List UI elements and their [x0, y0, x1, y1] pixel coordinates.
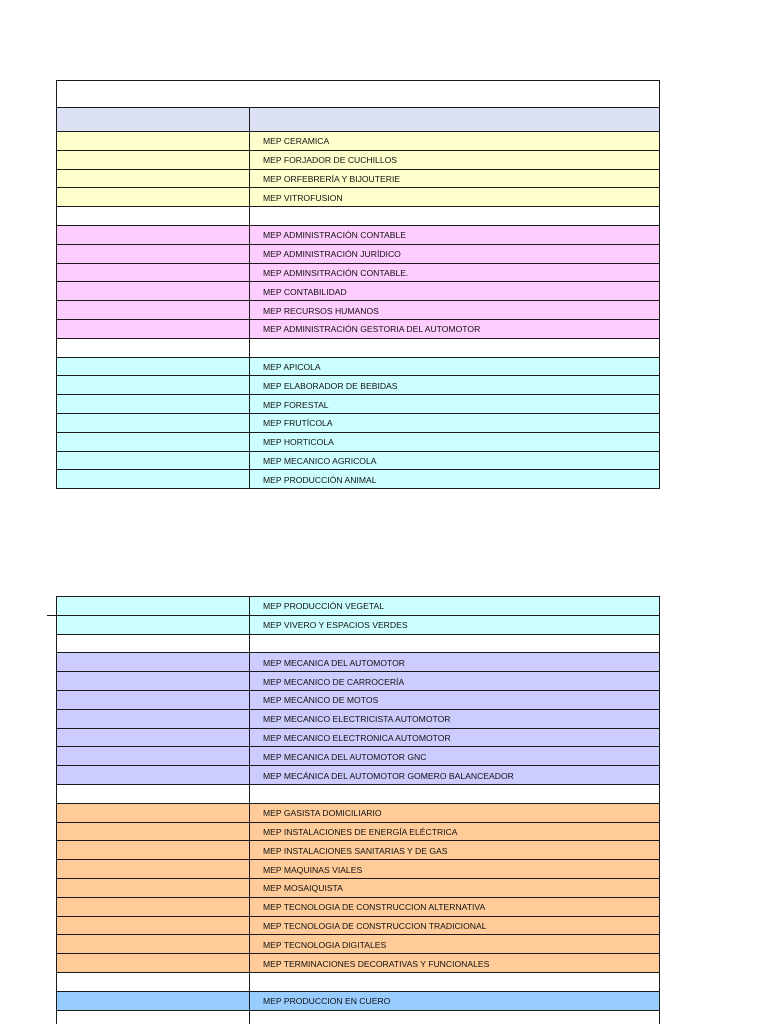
table-row	[57, 954, 659, 973]
table-row	[57, 226, 659, 245]
row-group-cell	[57, 879, 250, 897]
row-label-cell: MEP MECANICO ELECTRONICA AUTOMOTOR	[263, 732, 451, 743]
table-row	[57, 170, 659, 189]
table-row	[57, 452, 659, 471]
table-row	[57, 151, 659, 170]
row-group-cell	[57, 470, 250, 488]
table-row	[57, 653, 659, 672]
table-row	[57, 766, 659, 785]
table-row	[57, 433, 659, 452]
table-row	[57, 710, 659, 729]
table-row	[57, 245, 659, 264]
row-group-cell	[57, 954, 250, 972]
row-label-cell: MEP INSTALACIONES SANITARIAS Y DE GAS	[263, 845, 448, 856]
row-group-cell	[57, 320, 250, 338]
blank-row	[57, 973, 659, 992]
row-group-cell	[57, 282, 250, 300]
row-group-cell	[57, 616, 250, 634]
blank-row	[57, 1011, 659, 1024]
row-label-cell: MEP FRUTÍCOLA	[263, 418, 333, 429]
table-row	[57, 616, 659, 635]
table-row	[57, 898, 659, 917]
row-group-cell	[57, 766, 250, 784]
row-label-cell: MEP FORESTAL	[263, 399, 329, 410]
row-group-cell	[57, 170, 250, 188]
row-label-cell: MEP TECNOLOGIA DE CONSTRUCCION ALTERNATIVA	[263, 902, 486, 913]
row-group-cell	[57, 301, 250, 319]
row-group-cell	[57, 245, 250, 263]
table-row	[57, 992, 659, 1011]
table-row	[57, 672, 659, 691]
table-row	[57, 132, 659, 151]
row-group-cell	[57, 433, 250, 451]
header-group-cell	[57, 108, 250, 131]
row-label-cell	[250, 207, 659, 225]
row-group-cell	[57, 973, 250, 991]
table-1-body	[57, 132, 659, 489]
table-row	[57, 860, 659, 879]
row-group-cell	[57, 785, 250, 803]
table-2-body	[57, 597, 659, 1024]
row-group-cell	[57, 395, 250, 413]
blank-row	[57, 339, 659, 358]
row-label-cell: MEP MECANICO ELECTRICISTA AUTOMOTOR	[263, 714, 451, 725]
row-group-cell	[57, 653, 250, 671]
blank-row	[57, 207, 659, 226]
row-label-cell: MEP TECNOLOGIA DE CONSTRUCCION TRADICIONAL	[263, 920, 487, 931]
row-group-cell	[57, 264, 250, 282]
row-group-cell	[57, 729, 250, 747]
table-row	[57, 376, 659, 395]
row-label-cell: MEP MAQUINAS VIALES	[263, 864, 363, 875]
table-row	[57, 320, 659, 339]
table-row	[57, 823, 659, 842]
row-group-cell	[57, 898, 250, 916]
row-group-cell	[57, 841, 250, 859]
row-label-cell: MEP PRODUCCION EN CUERO	[263, 996, 391, 1007]
table-2	[56, 596, 660, 1024]
table-row	[57, 358, 659, 377]
row-label-cell: MEP VIVERO Y ESPACIOS VERDES	[263, 620, 408, 631]
table-title-row	[57, 81, 659, 108]
row-label-cell: MEP MOSAIQUISTA	[263, 883, 343, 894]
margin-mark	[47, 615, 56, 616]
row-label-cell: MEP MECANICA DEL AUTOMOTOR GNC	[263, 751, 427, 762]
row-group-cell	[57, 226, 250, 244]
table-row	[57, 691, 659, 710]
table-row	[57, 597, 659, 616]
table-row	[57, 729, 659, 748]
table-row	[57, 264, 659, 283]
row-label-cell: MEP INSTALACIONES DE ENERGÍA ELÉCTRICA	[263, 826, 458, 837]
row-group-cell	[57, 823, 250, 841]
row-label-cell: MEP MECÁNICA DEL AUTOMOTOR GOMERO BALANCEADOR	[263, 770, 514, 781]
row-group-cell	[57, 452, 250, 470]
table-row	[57, 301, 659, 320]
row-label-cell	[250, 973, 659, 991]
row-group-cell	[57, 747, 250, 765]
row-group-cell	[57, 339, 250, 357]
row-group-cell	[57, 635, 250, 653]
table-row	[57, 917, 659, 936]
table-1	[56, 80, 660, 489]
blank-row	[57, 785, 659, 804]
row-label-cell: MEP ORFEBRERÍA Y BIJOUTERIE	[263, 173, 401, 184]
table-row	[57, 804, 659, 823]
row-label-cell: MEP APICOLA	[263, 361, 321, 372]
table-row	[57, 841, 659, 860]
table-row	[57, 395, 659, 414]
table-header-row	[57, 108, 659, 132]
row-group-cell	[57, 935, 250, 953]
row-label-cell: MEP TECNOLOGIA DIGITALES	[263, 939, 387, 950]
row-label-cell: MEP ELABORADOR DE BEBIDAS	[263, 380, 398, 391]
row-group-cell	[57, 710, 250, 728]
row-label-cell: MEP MECÁNICO DE MOTOS	[263, 695, 379, 706]
header-label-cell	[250, 108, 659, 131]
table-row	[57, 414, 659, 433]
row-group-cell	[57, 132, 250, 150]
table-row	[57, 935, 659, 954]
row-group-cell	[57, 376, 250, 394]
row-label-cell: MEP RECURSOS HUMANOS	[263, 305, 379, 316]
row-label-cell	[250, 1011, 659, 1024]
row-label-cell: MEP TERMINACIONES DECORATIVAS Y FUNCIONALES	[263, 958, 490, 969]
table-row	[57, 188, 659, 207]
row-group-cell	[57, 151, 250, 169]
row-label-cell: MEP PRODUCCIÓN VEGETAL	[263, 601, 384, 612]
row-label-cell: MEP ADMINISTRACIÓN GESTORIA DEL AUTOMOTOR	[263, 324, 481, 335]
row-label-cell: MEP GASISTA DOMICILIARIO	[263, 808, 382, 819]
row-group-cell	[57, 672, 250, 690]
row-label-cell: MEP ADMINISTRACIÓN CONTABLE	[263, 230, 406, 241]
table-row	[57, 282, 659, 301]
row-group-cell	[57, 207, 250, 225]
row-group-cell	[57, 992, 250, 1010]
blank-row	[57, 635, 659, 654]
table-row	[57, 470, 659, 489]
row-label-cell: MEP CONTABILIDAD	[263, 286, 347, 297]
row-group-cell	[57, 691, 250, 709]
row-label-cell: MEP CERAMICA	[263, 136, 330, 147]
row-label-cell: MEP MECANICA DEL AUTOMOTOR	[263, 657, 405, 668]
row-group-cell	[57, 188, 250, 206]
table-row	[57, 879, 659, 898]
row-label-cell: MEP FORJADOR DE CUCHILLOS	[263, 155, 398, 166]
row-label-cell: MEP MECANICO DE CARROCERÍA	[263, 676, 405, 687]
row-group-cell	[57, 804, 250, 822]
row-label-cell	[250, 785, 659, 803]
row-label-cell: MEP HORTICOLA	[263, 437, 334, 448]
row-label-cell	[250, 635, 659, 653]
row-label-cell	[250, 339, 659, 357]
row-label-cell: MEP ADMINISTRACIÓN JURÍDICO	[263, 249, 401, 260]
row-group-cell	[57, 917, 250, 935]
row-group-cell	[57, 597, 250, 615]
row-label-cell: MEP MECANICO AGRICOLA	[263, 455, 377, 466]
row-group-cell	[57, 358, 250, 376]
row-label-cell: MEP ADMINSITRACIÓN CONTABLE.	[263, 267, 409, 278]
row-group-cell	[57, 414, 250, 432]
row-label-cell: MEP VITROFUSION	[263, 192, 343, 203]
row-label-cell: MEP PRODUCCIÓN ANIMAL	[263, 474, 377, 485]
row-group-cell	[57, 1011, 250, 1024]
table-row	[57, 747, 659, 766]
row-group-cell	[57, 860, 250, 878]
